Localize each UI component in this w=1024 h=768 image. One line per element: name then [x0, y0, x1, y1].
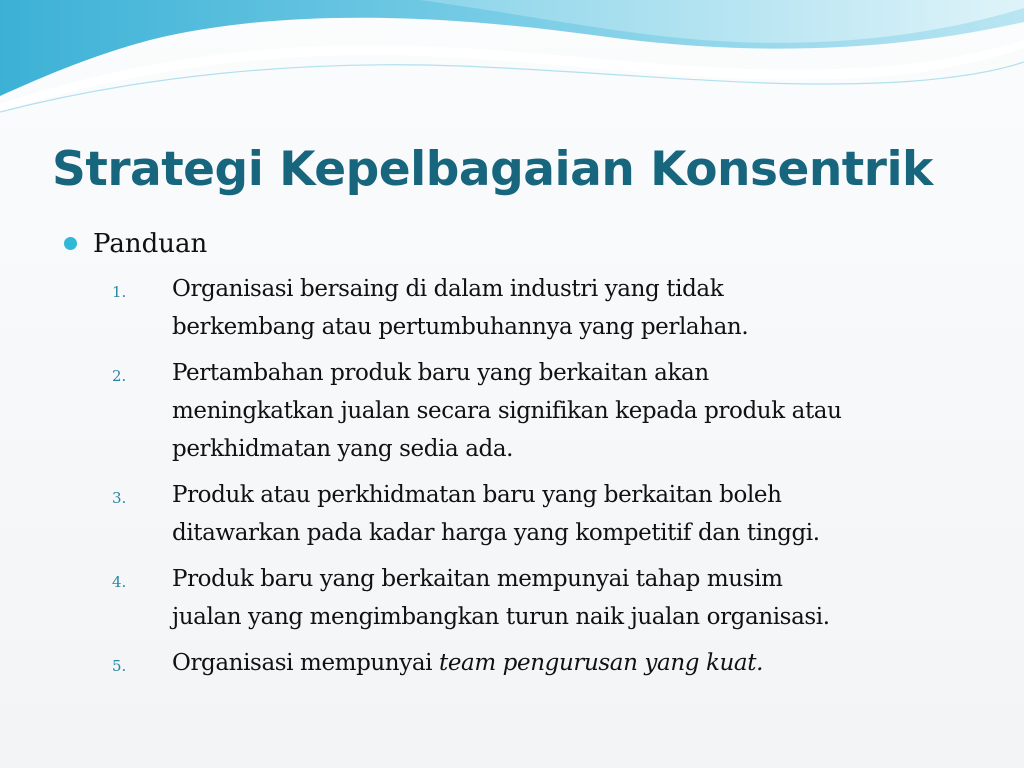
list-item [0, 354, 1024, 468]
bullet-dot-icon [64, 237, 77, 250]
list-item-text [172, 354, 984, 468]
slide-title: Strategi Kepelbagaian Konsentrik [52, 142, 933, 197]
list-item-text [172, 476, 984, 552]
list-item [0, 644, 1024, 682]
list-item [0, 270, 1024, 346]
list-item-line: jualan yang mengimbangkan turun naik jualan organisasi. [172, 604, 830, 630]
wave-white-ribbon [0, 40, 1024, 112]
header-wave-decoration [0, 0, 1024, 120]
list-item-text [172, 560, 984, 636]
list-item-line: Organisasi mempunyai [172, 650, 439, 676]
list-item-line: Produk baru yang berkaitan mempunyai tahap musim [172, 566, 783, 592]
list-item-text [172, 644, 984, 682]
list-item-line: ditawarkan pada kadar harga yang kompetitif dan tinggi. [172, 520, 820, 546]
list-item-number: 5. [112, 657, 127, 675]
list-item [0, 476, 1024, 552]
numbered-list [0, 270, 1024, 690]
bullet-heading [64, 224, 207, 264]
list-item-line: Pertambahan produk baru yang berkaitan akan [172, 360, 709, 386]
bullet-heading-text: Panduan [93, 229, 208, 259]
list-item-line: Produk atau perkhidmatan baru yang berkaitan boleh [172, 482, 782, 508]
list-item-line: perkhidmatan yang sedia ada. [172, 436, 514, 462]
list-item-text [172, 270, 984, 346]
list-item-emphasis: team pengurusan yang kuat. [439, 650, 763, 676]
list-item [0, 560, 1024, 636]
list-item-number: 3. [112, 489, 127, 507]
list-item-line: Organisasi bersaing di dalam industri yang tidak [172, 276, 724, 302]
list-item-line: berkembang atau pertumbuhannya yang perlahan. [172, 314, 749, 340]
list-item-line: meningkatkan jualan secara signifikan kepada produk atau [172, 398, 842, 424]
list-item-number: 2. [112, 367, 127, 385]
list-item-number: 4. [112, 573, 127, 591]
list-item-number: 1. [112, 283, 127, 301]
